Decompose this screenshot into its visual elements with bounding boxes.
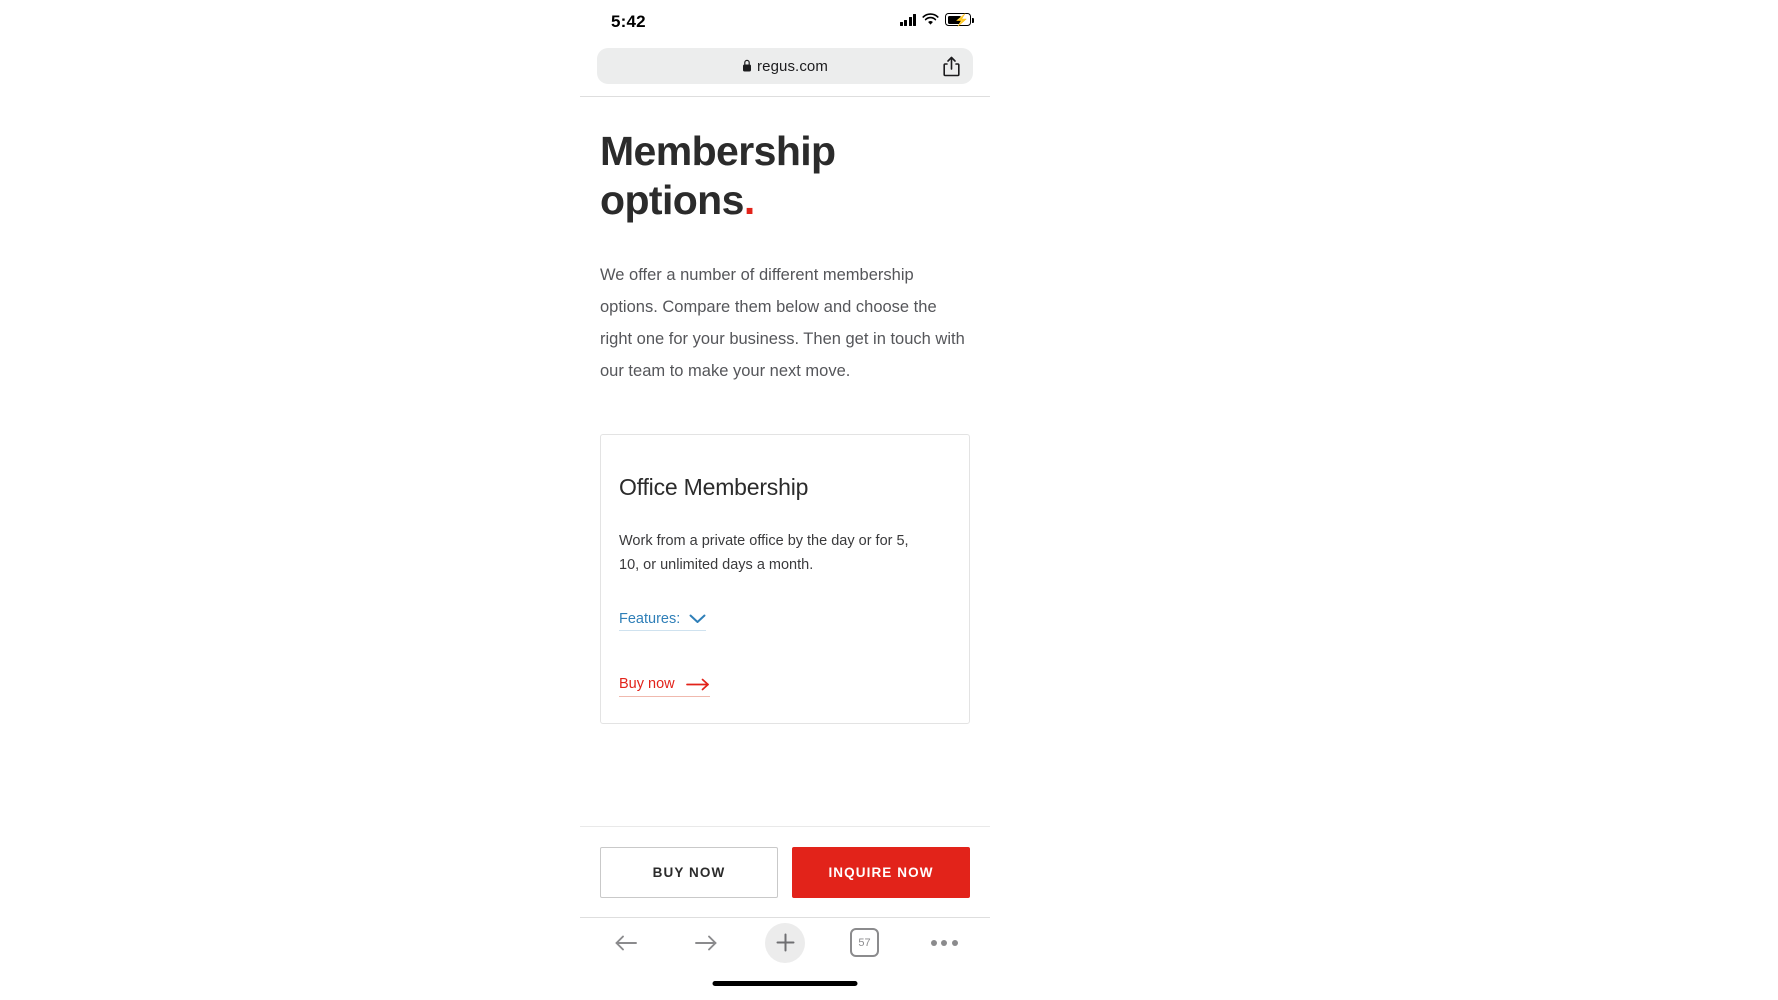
buy-now-label: Buy now [619, 676, 675, 692]
share-icon[interactable] [943, 56, 960, 77]
new-tab-button[interactable] [763, 921, 807, 965]
url-bar[interactable] [597, 48, 973, 84]
home-indicator [713, 981, 858, 986]
arrow-right-icon [686, 678, 710, 691]
status-icons [900, 13, 972, 26]
url-text: regus.com [757, 57, 828, 75]
browser-toolbar [580, 917, 990, 967]
card-heading: Office Membership [619, 474, 809, 500]
battery-charging-icon: ⚡ [945, 13, 971, 26]
url-text-wrapper [742, 58, 828, 75]
lock-icon [742, 59, 752, 72]
page-content [580, 127, 990, 724]
more-options-icon [931, 940, 958, 946]
plus-glyph-icon [776, 933, 795, 952]
page-intro: We offer a number of different membership options. Compare them below and choose the right one for your business. Then get in touch with our team to make your next move. [600, 266, 965, 380]
phone-screen [580, 0, 990, 1000]
cellular-signal-icon [900, 14, 917, 26]
sticky-cta-bar [580, 826, 990, 917]
browser-url-bar-container [580, 48, 990, 97]
page-title-dot: . [743, 177, 755, 223]
forward-arrow-icon [694, 933, 718, 953]
chevron-down-icon [689, 614, 706, 624]
wifi-icon [922, 13, 939, 26]
membership-card [600, 434, 970, 724]
buy-now-button[interactable]: BUY NOW [600, 847, 778, 898]
status-time: 5:42 [611, 12, 646, 31]
plus-icon [765, 923, 805, 963]
page-title [600, 127, 970, 225]
features-label: Features: [619, 611, 681, 627]
tabs-button[interactable] [843, 921, 887, 965]
tab-count-badge: 57 [850, 928, 879, 957]
forward-button[interactable] [684, 921, 728, 965]
page-title-text: Membership options [600, 128, 836, 223]
features-toggle[interactable] [619, 611, 706, 631]
buy-now-link[interactable] [619, 676, 710, 697]
back-arrow-icon [614, 933, 638, 953]
status-bar [580, 0, 990, 48]
back-button[interactable] [604, 921, 648, 965]
inquire-now-button[interactable]: INQUIRE NOW [792, 847, 970, 898]
more-options-button[interactable] [922, 921, 966, 965]
card-description: Work from a private office by the day or for 5, 10, or unlimited days a month. [619, 533, 909, 573]
